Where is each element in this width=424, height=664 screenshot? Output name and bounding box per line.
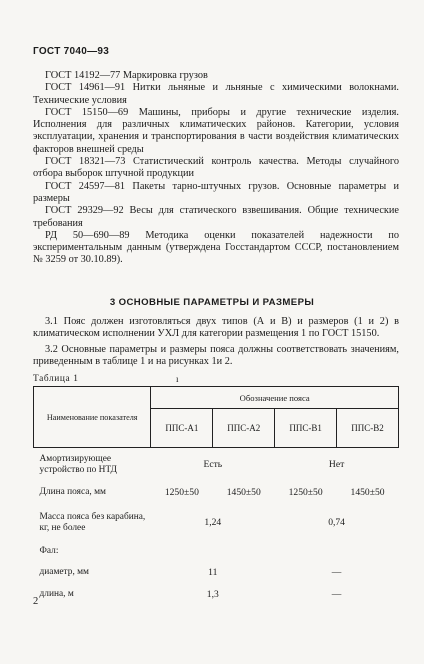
parameters-table: [33, 386, 399, 606]
column-header: ППС-В1: [275, 409, 337, 448]
cell-value: —: [331, 567, 342, 578]
paragraph: 3.2 Основные параметры и размеры пояса должны соответствовать значениям, приведенным в таблице 1 и на рисунках 1и 2.: [33, 343, 399, 367]
table-1: [33, 386, 399, 600]
cell-value: 1250±50: [164, 487, 199, 498]
table-label: Таблица 1: [33, 374, 79, 384]
table-row: [34, 482, 399, 504]
reference-item: ГОСТ 14961—91 Нитки льняные и льняные с химическими волокнами. Технические условия: [33, 82, 399, 106]
section-paragraphs: [33, 316, 399, 371]
page-number: 2: [33, 596, 39, 607]
cell-value: 0,74: [328, 517, 345, 528]
table-row: [34, 584, 399, 606]
row-label: Масса пояса без карабина, кг, не более: [39, 511, 146, 533]
group-header: Обозначение пояса: [151, 387, 399, 409]
scan-mark: ı: [176, 374, 179, 384]
table-row: [34, 448, 399, 482]
cell-value: 1250±50: [288, 487, 323, 498]
row-label: Амортизирующее устройство по НТД: [39, 453, 117, 475]
cell-value: —: [331, 589, 342, 600]
row-label: диаметр, мм: [39, 567, 89, 577]
row-label: Фал:: [39, 546, 59, 556]
empty-cell: [151, 542, 399, 562]
column-header: ППС-А2: [213, 409, 275, 448]
column-header: ППС-А1: [151, 409, 213, 448]
table-row: [34, 542, 399, 562]
cell-value: 1450±50: [350, 487, 385, 498]
reference-item: ГОСТ 24597—81 Пакеты тарно-штучных грузов. Основные параметры и размеры: [33, 180, 399, 204]
reference-item: ГОСТ 29329—92 Весы для статического взвешивания. Общие технические требования: [33, 205, 399, 229]
reference-item: ГОСТ 14192—77 Маркировка грузов: [45, 70, 208, 81]
row-label: длина, м: [39, 589, 74, 599]
cell-value: 11: [208, 567, 218, 578]
row-label: Длина пояса, мм: [39, 487, 106, 497]
section-title: 3 ОСНОВНЫЕ ПАРАМЕТРЫ И РАЗМЕРЫ: [109, 297, 315, 308]
param-header: Наименование показателя: [34, 387, 151, 448]
table-row: [34, 504, 399, 542]
cell-value: Есть: [203, 459, 223, 471]
reference-item: РД 50—690—89 Методика оценки показателей надежности по экспериментальным данным (утверждена Госстандартом СССР, постановлением № 3259 от 30.10.89).: [33, 229, 399, 266]
reference-item: ГОСТ 18321—73 Статистический контроль качества. Методы случайного отбора выборок штучной продукции: [33, 156, 399, 180]
paragraph: 3.1 Пояс должен изготовляться двух типов (А и В) и размеров (1 и 2) в климатическом исполнении УХЛ для категории размещения 1 по ГОСТ 15150.: [33, 316, 399, 340]
table-row: [34, 562, 399, 584]
column-header: ППС-В2: [337, 409, 399, 448]
document-header: ГОСТ 7040—93: [33, 46, 110, 57]
references-list: [33, 70, 399, 267]
cell-value: 1450±50: [226, 487, 261, 498]
cell-value: 1,24: [204, 517, 222, 528]
cell-value: Нет: [328, 459, 345, 471]
cell-value: 1,3: [206, 589, 219, 600]
reference-item: ГОСТ 15150—69 Машины, приборы и другие технические изделия. Исполнения для различных климатических районов. Категории, условия эксплуатации, хранения и транспортирования в части воздействия климатических факторов внешней среды: [33, 106, 399, 155]
